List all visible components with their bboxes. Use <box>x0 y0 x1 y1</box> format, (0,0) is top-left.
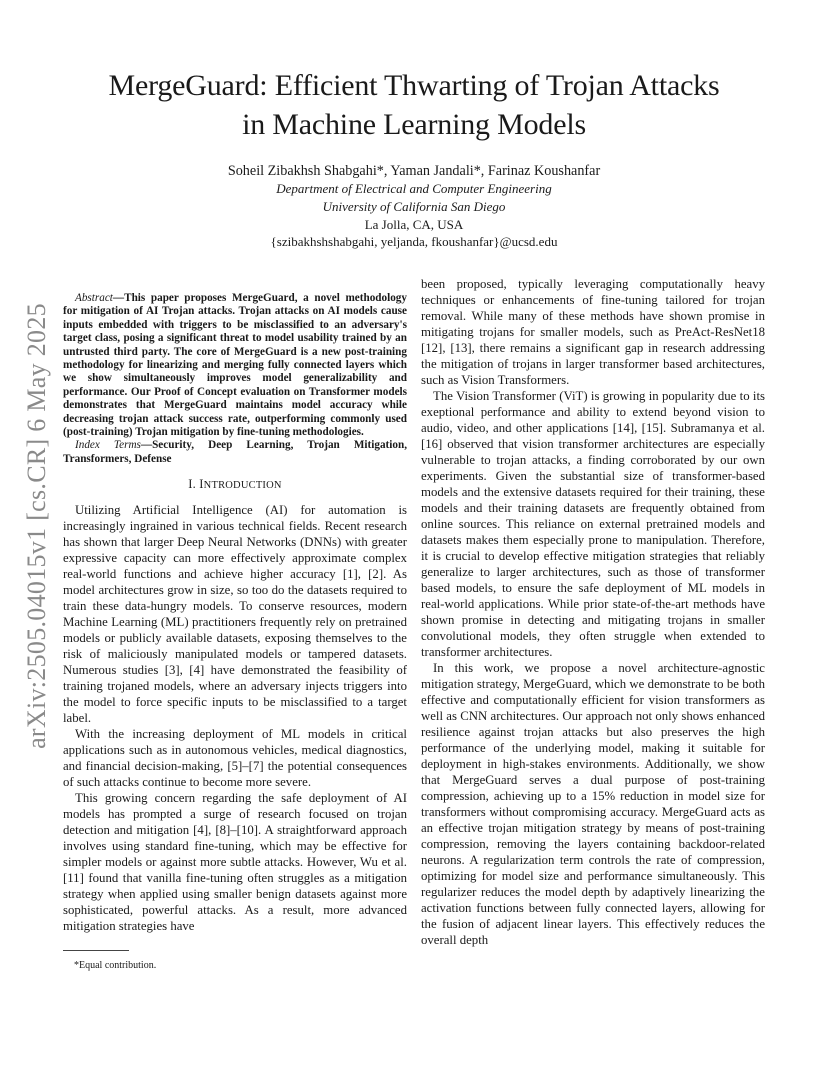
author-emails: {szibakhshshabgahi, yeljanda, fkoushanfar}@ucsd.edu <box>270 234 558 250</box>
abstract-lead: Abstract <box>75 292 113 304</box>
abstract <box>63 292 407 439</box>
right-paragraph-1: been proposed, typically leveraging computationally heavy techniques or enhancements of fine-tuning tailored for trojan removal. While many of these methods have shown promise in mitigating trojans for smaller models, such as PreAct-ResNet18 [12], [13], there remains a significant gap in research addressing the mitigation of trojans in larger transformer based architectures, such as Vision Transformers. <box>421 277 765 387</box>
section-name: NTRODUCTION <box>203 480 282 492</box>
footnote: *Equal contribution. <box>74 960 157 971</box>
right-paragraph-3: In this work, we propose a novel architecture-agnostic mitigation strategy, MergeGuard, which we demonstrate to be both effective and computationally efficient for vision transformers as well as CNN architectures. Our approach not only shows enhanced resilience against trojan attacks but also preserves the high performance of the underlying model, making it suitable for deployment in high-stakes environments. Additionally, we show that MergeGuard serves a dual purpose of post-training compression, achieving up to a 15% reduction in model size for transformers without compromising accuracy. MergeGuard acts as an effective trojan mitigation strategy by means of post-training compression, removing the layers containing backdoor-related neurons. A regularization term controls the rate of compression, optimizing for model size and performance simultaneously. This regularizer reduces the model depth by adaptively linearizing the activation functions between fully connected layers, allowing for the fusion of adjacent linear layers. This effectively reduces the overall depth <box>421 661 765 947</box>
left-paragraph-1: Utilizing Artificial Intelligence (AI) for automation is increasingly ingrained in various technical fields. Recent research has shown that larger Deep Neural Networks (DNNs) with greater expressive capacity can more effectively approximate complex real-world functions and achieve higher accuracy [1], [2]. As model architectures grow in size, so too do the datasets required to train these data-hungry models. To conserve resources, modern Machine Learning (ML) practitioners frequently rely on pretrained models or publicly available datasets, exposing themselves to the risk of maliciously manipulated models or tampered datasets. Numerous studies [3], [4] have demonstrated the feasibility of training trojaned models, where an adversary injects triggers into the model to force specific inputs to be misclassified to a target label. <box>63 503 407 726</box>
index-terms <box>63 439 407 466</box>
affiliation-block <box>40 180 788 251</box>
left-paragraph-2: With the increasing deployment of ML models in critical applications such as in autonomous vehicles, medical diagnostics, and financial decision-making, [5]–[7] the potential consequences of such attacks continue to become more severe. <box>63 727 407 790</box>
author-list: Soheil Zibakhsh Shabgahi*, Yaman Jandali*, Farinaz Koushanfar <box>227 163 601 179</box>
index-terms-lead: Index Terms <box>75 439 141 452</box>
abstract-text: —This paper proposes MergeGuard, a novel methodology for mitigation of AI Trojan attacks. Trojan attacks on AI models cause inputs embedded with triggers to be misclassified to an adversary's target class, posing a significant threat to model usability trained by an untrusted third party. The core of MergeGuard is a new post-training methodology for linearizing and merging fully connected layers which we show simultaneously improves model generalizability and performance. Our Proof of Concept evaluation on Transformer models demonstrates that MergeGuard maintains model accuracy while decreasing trojan attack success rate, outperforming commonly used (post-training) Trojan mitigation by fine-tuning methodologies. <box>63 292 407 439</box>
right-column <box>421 276 765 948</box>
location: La Jolla, CA, USA <box>364 216 464 232</box>
arxiv-sidebar <box>20 286 54 766</box>
left-column <box>63 292 407 934</box>
left-paragraph-3: This growing concern regarding the safe deployment of AI models has prompted a surge of research focused on trojan detection and mitigation [4], [8]–[10]. A straightforward approach involves using standard fine-tuning, which may be effective for simpler models or against more subtle attacks. However, Wu et al. [11] found that vanilla fine-tuning often struggles as a mitigation strategy when applied using smaller benign datasets against more sophisticated, powerful attacks. As a result, more advanced mitigation strategies have <box>63 791 407 934</box>
department: Department of Electrical and Computer Engineering <box>276 181 552 196</box>
footnote-divider <box>63 950 129 951</box>
title-line-2: in Machine Learning Models <box>242 108 586 141</box>
index-terms-text: —Security, Deep Learning, Trojan Mitigation, Transformers, Defense <box>63 439 407 465</box>
paper-title <box>40 66 788 144</box>
arxiv-identifier: arXiv:2505.04015v1 [cs.CR] 6 May 2025 <box>22 303 51 749</box>
section-heading-introduction <box>63 476 407 494</box>
university: University of California San Diego <box>322 198 506 214</box>
title-line-1: MergeGuard: Efficient Thwarting of Trojan Attacks <box>108 69 720 102</box>
section-numeral: I. I <box>188 477 204 492</box>
right-paragraph-2: The Vision Transformer (ViT) is growing in popularity due to its exeptional performance and ability to extend beyond vision to audio, video, and other applications [14], [15]. Subramanya et al. [16] observed that vision transformer architectures are especially vulnerable to trojan attacks, a finding corroborated by our own experiments. Given the substantial size of transformer-based models and the extensive datasets required for their training, these models and their training datasets are frequently obtained from online sources. This reliance on external pretrained models and datasets makes them especially prone to manipulation. Therefore, it is crucial to develop effective mitigation strategies that reliably generalize to larger architectures, such as those of transformer based models, to ensure the safe deployment of ML models in real-world applications. While prior state-of-the-art methods have shown promise in detecting and mitigating trojans in smaller convolutional models, they often struggle when extended to transformer architectures. <box>421 389 765 659</box>
